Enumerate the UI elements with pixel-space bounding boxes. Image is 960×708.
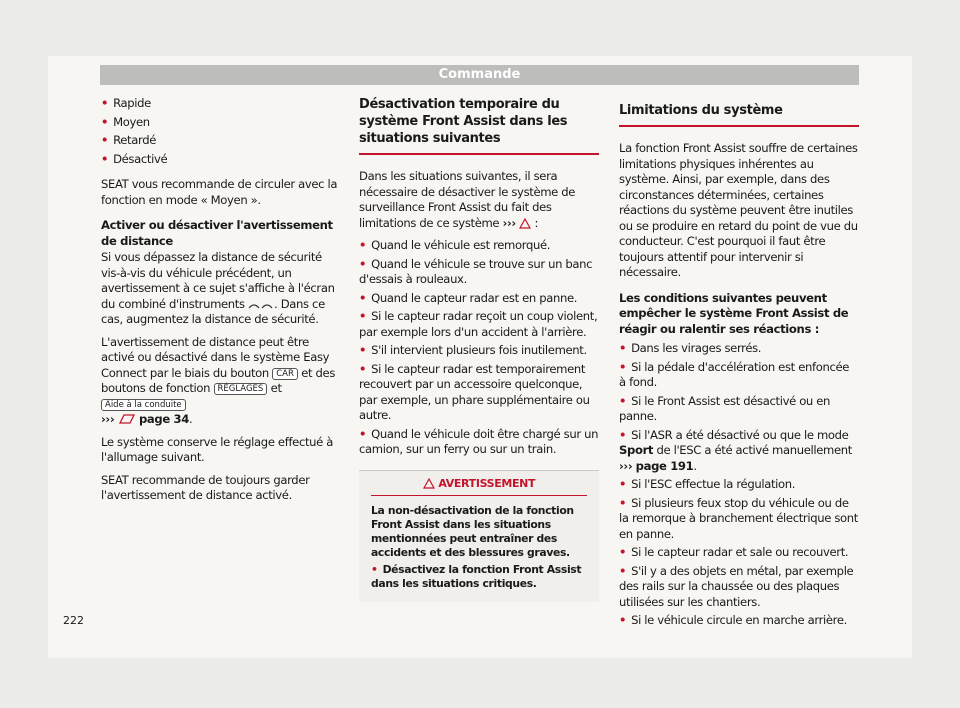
- paragraph: Le système conserve le réglage effectué à l'allumage suivant.: [101, 434, 334, 464]
- heading-divider: [619, 125, 859, 127]
- bullet-icon: •: [359, 343, 367, 357]
- bullet-icon: •: [619, 427, 627, 442]
- section-heading-limitations: Limitations du système: [619, 103, 783, 118]
- page-reference-link[interactable]: page 191: [635, 458, 694, 473]
- bullet-icon: •: [359, 290, 367, 305]
- paragraph: La fonction Front Assist souffre de certaines limitations physiques inhérentes au système. Ainsi, par exemple, dans des circonstances déterminées, certaines réactions du système peuvent être inutiles ou se produire en retard du point de vue du conducteur. C'est pourquoi il faut être toujours attentif pour intervenir si nécessaire.: [619, 141, 858, 279]
- bullet-icon: •: [619, 545, 627, 559]
- bullet-icon: •: [619, 359, 627, 374]
- bullet-icon: •: [101, 114, 109, 129]
- book-icon: [118, 413, 136, 425]
- list-item: • Si le capteur radar reçoit un coup violent, par exemple lors d'un accident à l'arrière.: [359, 309, 598, 339]
- warning-bullet: • Désactivez la fonction Front Assist dans les situations critiques.: [371, 562, 582, 590]
- list-item: • Quand le véhicule se trouve sur un banc d'essais à rouleaux.: [359, 256, 593, 286]
- warning-text: La non-désactivation de la fonction Front Assist dans les situations mentionnées peut entraîner des accidents et des blessures graves.: [371, 503, 574, 559]
- page-header: Commande: [100, 65, 859, 85]
- heading-divider: [359, 153, 599, 155]
- bullet-icon: •: [619, 341, 627, 355]
- bullet-icon: •: [359, 238, 367, 252]
- bullet-icon: •: [359, 309, 367, 323]
- column-3: [619, 96, 859, 632]
- list-item: • Retardé: [101, 133, 156, 147]
- list-item: • Si le capteur radar et sale ou recouvert.: [619, 545, 849, 559]
- list-item: • Si le Front Assist est désactivé ou en panne.: [619, 393, 831, 423]
- list-item: • Si l'ASR a été désactivé ou que le mode Sport de l'ESC a été activé manuellement ››› page 191.: [619, 427, 852, 473]
- paragraph: L'avertissement de distance peut être activé ou désactivé dans le système Easy Connect par le biais du bouton CAR et des boutons de fonction RÉGLAGES et Aide à la conduite ››› page 34.: [101, 334, 336, 426]
- aide-conduite-key-button[interactable]: Aide à la conduite: [101, 399, 186, 411]
- list-item: • Quand le véhicule est remorqué.: [359, 238, 551, 252]
- paragraph: Si vous dépassez la distance de sécurité vis-à-vis du véhicule précédent, un avertissement à ce sujet s'affiche à l'écran du combiné d'instruments . Dans ce cas, augmentez la distance de sécurité.: [101, 250, 335, 326]
- page-reference-link[interactable]: page 34: [138, 412, 189, 426]
- warning-title: AVERTISSEMENT: [371, 477, 587, 491]
- warning-triangle-icon: [519, 218, 531, 229]
- arrows-icon: ›››: [502, 215, 516, 230]
- bullet-icon: •: [619, 563, 627, 578]
- list-item: • Quand le capteur radar est en panne.: [359, 290, 578, 305]
- column-2: [359, 96, 599, 602]
- list-item: • Si la pédale d'accélération est enfoncée à fond.: [619, 359, 850, 389]
- list-item: • Désactivé: [101, 151, 168, 166]
- section-heading-deactivation: Désactivation temporaire du système Front Assist dans les situations suivantes: [359, 97, 568, 146]
- arrows-icon: ›››: [101, 412, 115, 426]
- car-key-button[interactable]: CAR: [272, 368, 298, 380]
- list-item: • S'il intervient plusieurs fois inutilement.: [359, 343, 587, 357]
- bullet-icon: •: [619, 477, 627, 491]
- reglages-key-button[interactable]: RÉGLAGES: [214, 383, 268, 395]
- paragraph: SEAT recommande de toujours garder l'avertissement de distance activé.: [101, 472, 310, 502]
- list-item: • Si le véhicule circule en marche arrière.: [619, 613, 847, 627]
- bullet-icon: •: [619, 393, 627, 408]
- list-item: • Dans les virages serrés.: [619, 341, 762, 355]
- warning-divider: [371, 495, 587, 496]
- bullet-icon: •: [359, 256, 367, 271]
- list-item: • S'il y a des objets en métal, par exemple des rails sur la chaussée ou des plaques utilisées sur les chantiers.: [619, 563, 854, 609]
- warning-box: [359, 470, 599, 602]
- bullet-icon: •: [101, 151, 109, 166]
- subheading-conditions: Les conditions suivantes peuvent empêcher le système Front Assist de réagir ou ralentir ses réactions :: [619, 290, 849, 336]
- list-item: • Si plusieurs feux stop du véhicule ou de la remorque à branchement électrique sont en panne.: [619, 495, 858, 541]
- list-item: • Moyen: [101, 114, 150, 129]
- subheading-distance-warning: Activer ou désactiver l'avertissement de distance: [101, 218, 333, 248]
- warning-triangle-icon: [423, 478, 435, 489]
- bullet-icon: •: [359, 361, 367, 376]
- bullet-icon: •: [101, 96, 109, 110]
- bullet-icon: •: [101, 133, 109, 147]
- distance-warning-icon: [248, 301, 274, 310]
- paragraph: SEAT vous recommande de circuler avec la fonction en mode « Moyen ».: [101, 177, 338, 207]
- arrows-icon: ›››: [619, 458, 633, 473]
- paragraph: Dans les situations suivantes, il sera nécessaire de désactiver le système de surveillance Front Assist du fait des limitations de ce système ››› :: [359, 169, 576, 230]
- list-item: • Si l'ESC effectue la régulation.: [619, 477, 796, 491]
- bullet-icon: •: [619, 613, 627, 627]
- bullet-icon: •: [619, 495, 627, 510]
- bullet-icon: •: [359, 426, 367, 441]
- page-number: 222: [63, 614, 84, 627]
- list-item: • Quand le véhicule doit être chargé sur un camion, sur un ferry ou sur un train.: [359, 426, 599, 456]
- list-item: • Rapide: [101, 96, 151, 110]
- column-1: [101, 96, 341, 511]
- list-item: • Si le capteur radar est temporairement recouvert par un accessoire quelconque, par exemple, un phare supplémentaire ou autre.: [359, 361, 590, 422]
